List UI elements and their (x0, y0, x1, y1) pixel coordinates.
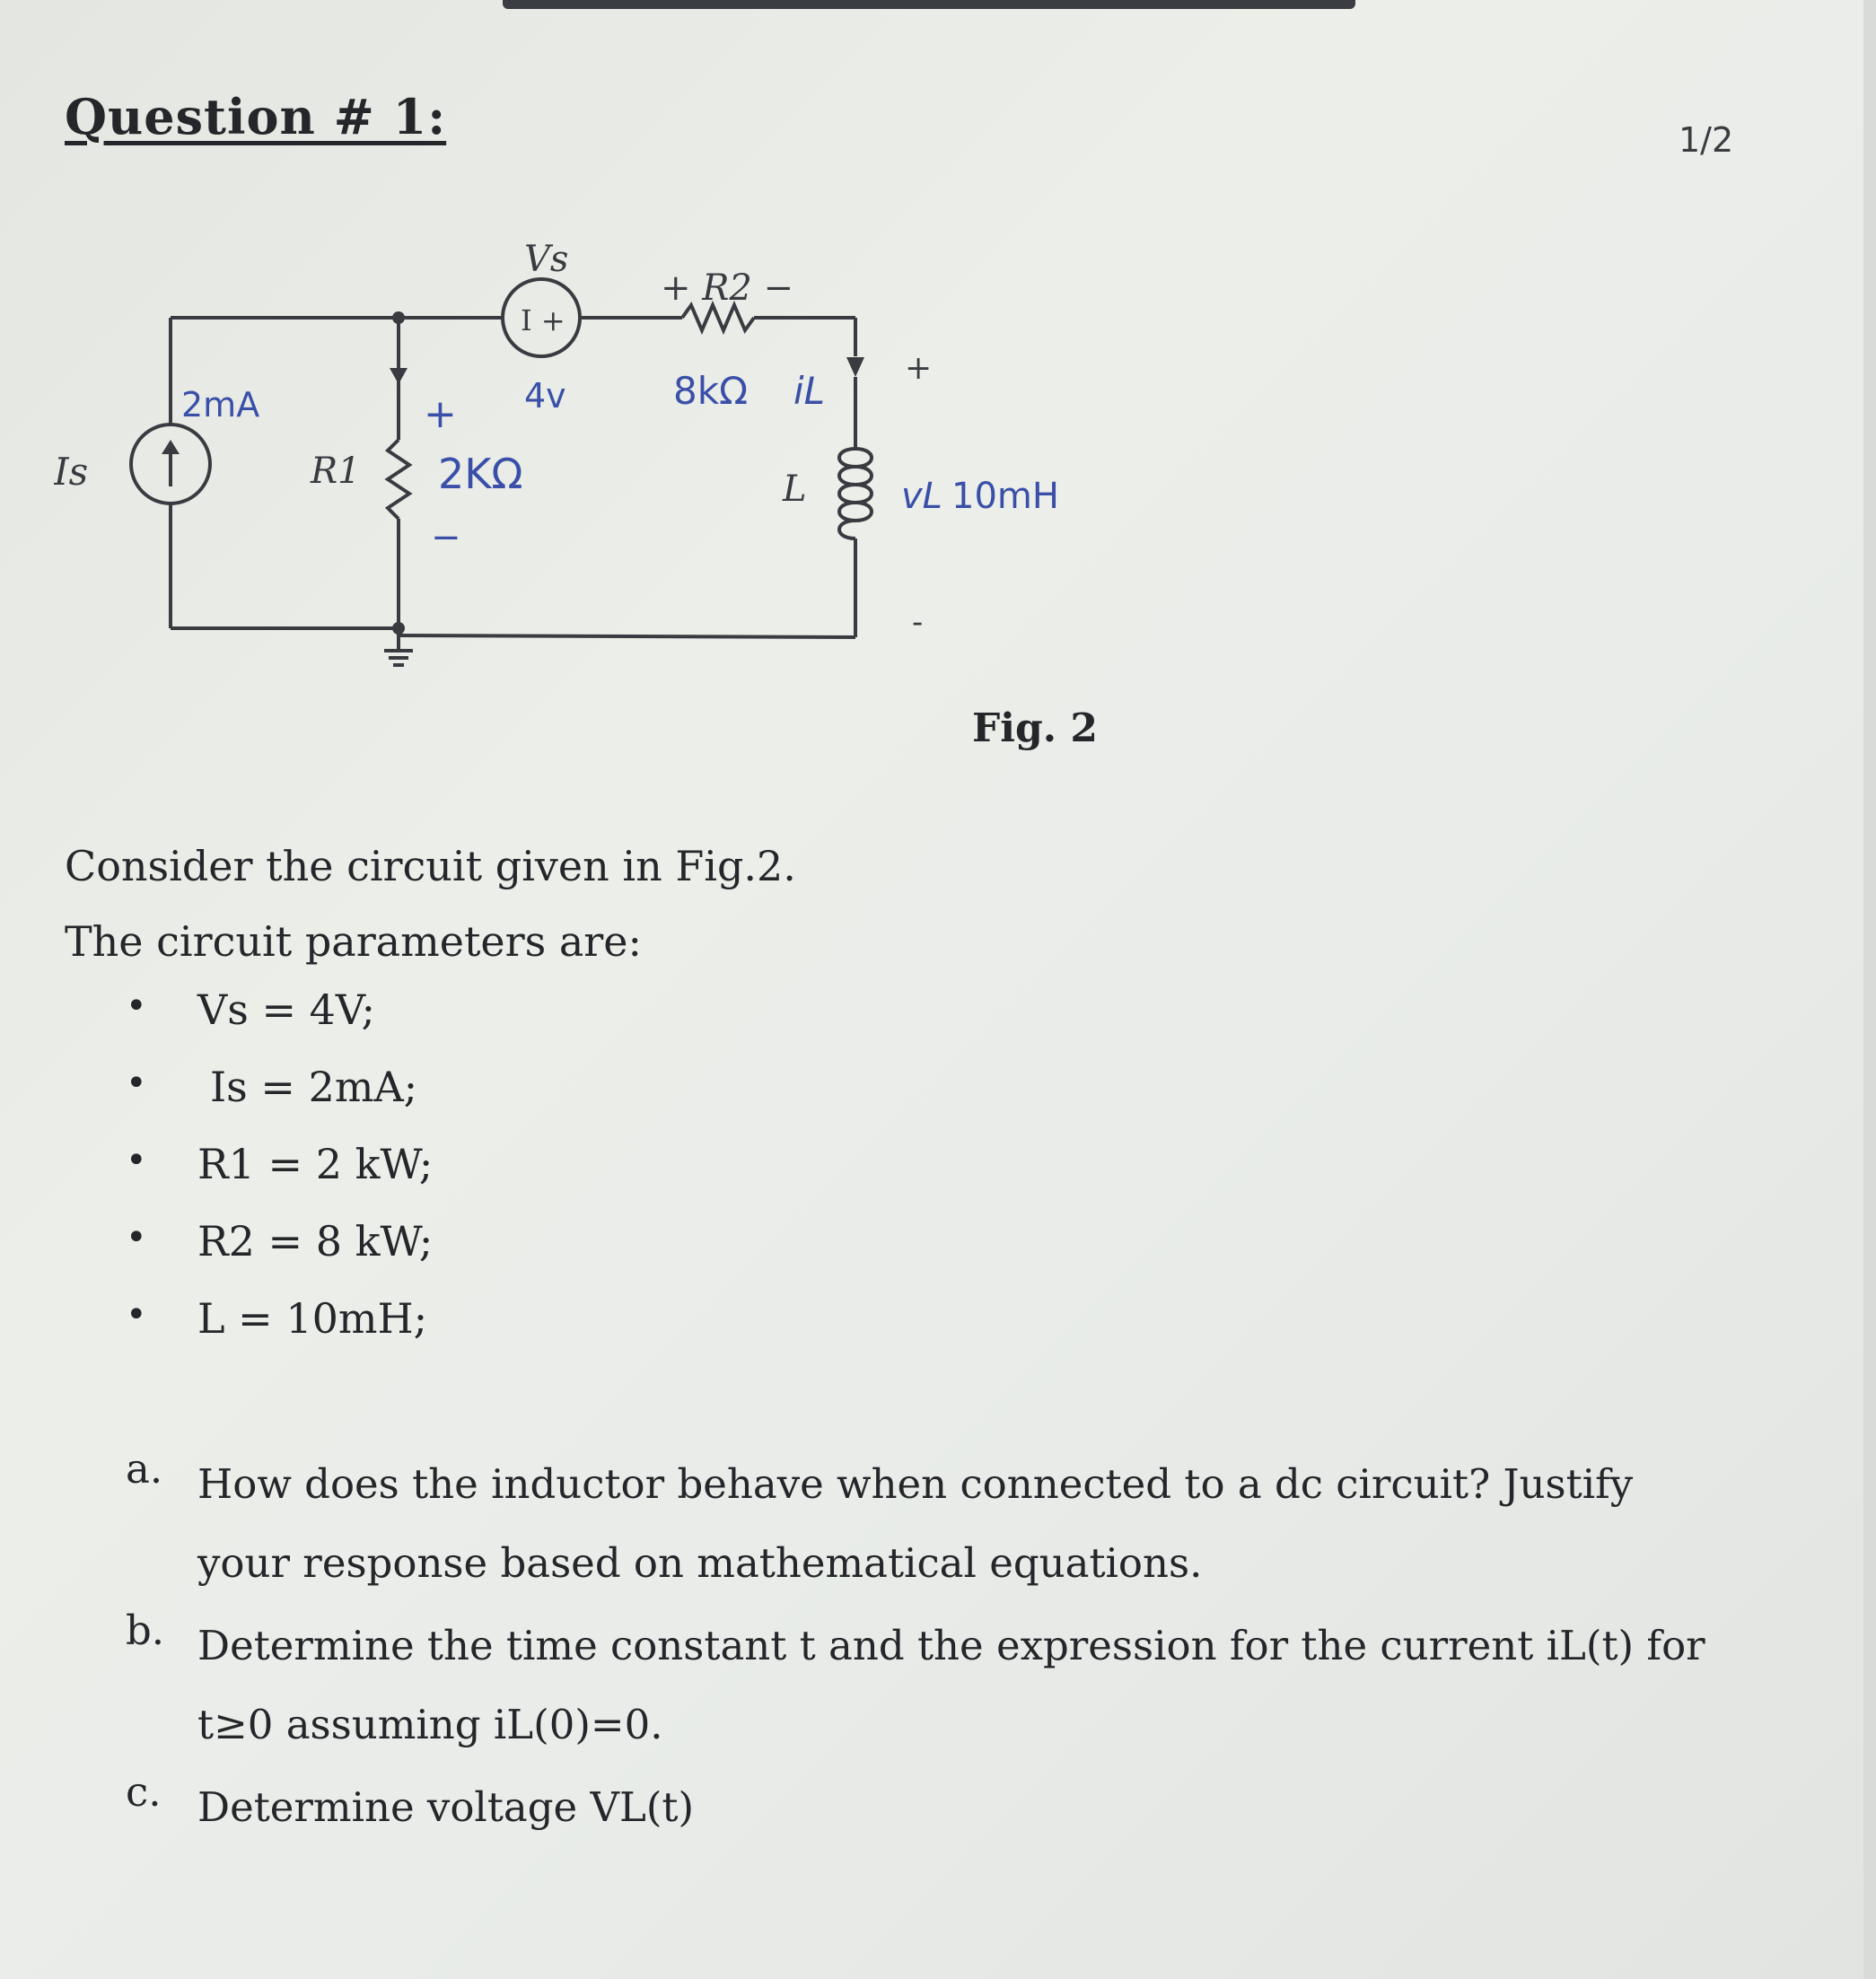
question-item-a (126, 1445, 1723, 1603)
r1-current-arrow (390, 368, 408, 384)
question-marker: a. (126, 1445, 163, 1493)
wire-bottom-right (399, 635, 855, 637)
is-arrow-head (162, 440, 180, 454)
figure-caption: Fig. 2 (972, 705, 1098, 751)
bullet-icon: • (126, 1217, 147, 1258)
parameter-item (126, 1140, 433, 1217)
r1-zigzag (388, 440, 409, 519)
parameter-list (126, 985, 433, 1371)
l-value: 10mH (951, 476, 1059, 517)
question-title: Question # 1: (65, 88, 447, 145)
r1-value: 2KΩ (438, 450, 523, 498)
question-marker: b. (126, 1607, 165, 1654)
parameter-item (126, 1063, 433, 1140)
vl-label: vL (901, 476, 942, 517)
is-value: 2mA (181, 385, 260, 425)
r2-zigzag (682, 305, 754, 330)
parameter-item (126, 985, 433, 1063)
vs-terminals: I + (521, 303, 565, 337)
r1-label: R1 (311, 451, 361, 492)
vs-label: Vs (524, 239, 569, 280)
params-heading: The circuit parameters are: (65, 917, 643, 966)
intro-text: Consider the circuit given in Fig.2. (65, 842, 796, 890)
is-label: Is (54, 450, 89, 494)
parameter-item (126, 1217, 433, 1294)
parameter-text: Vs = 4V; (197, 985, 375, 1034)
parameter-text: R1 = 2 kW; (197, 1140, 434, 1188)
top-bar (503, 0, 1355, 9)
parameter-text: R2 = 8 kW; (197, 1217, 434, 1265)
inductor-coils (839, 449, 872, 539)
question-text: Determine voltage VL(t) (197, 1783, 695, 1831)
vs-value: 4v (524, 376, 566, 416)
bullet-icon: • (126, 1063, 147, 1104)
question-text: How does the inductor behave when connected to a dc circuit? Justify your response based on mathematical equations. (197, 1460, 1634, 1587)
bullet-icon: • (126, 1140, 147, 1181)
vl-plus: + (905, 350, 933, 387)
parameter-text: Is = 2mA; (210, 1063, 418, 1111)
node-bottom (392, 622, 405, 635)
page-indicator: 1/2 (1679, 120, 1734, 160)
il-arrow (846, 357, 864, 377)
parameter-text: L = 10mH; (197, 1294, 428, 1343)
parameter-item (126, 1294, 433, 1371)
r2-value: 8kΩ (673, 369, 749, 413)
circuit-diagram (54, 224, 1131, 727)
question-text: Determine the time constant t and the expression for the current iL(t) for t≥0 assuming iL(0)=0. (197, 1622, 1705, 1748)
r2-label: + R2 − (661, 267, 794, 309)
node-top (392, 311, 405, 324)
question-item-b (126, 1607, 1723, 1764)
bullet-icon: • (126, 1294, 147, 1335)
bullet-icon: • (126, 985, 147, 1027)
il-label: iL (793, 369, 826, 413)
question-item-c (126, 1768, 1723, 1847)
question-list (126, 1445, 1723, 1851)
vl-minus: - (912, 604, 924, 641)
page-edge (1863, 0, 1876, 1979)
r1-minus: − (431, 517, 461, 558)
question-marker: c. (126, 1768, 162, 1816)
r1-plus: + (424, 391, 457, 437)
l-label: L (783, 468, 807, 510)
